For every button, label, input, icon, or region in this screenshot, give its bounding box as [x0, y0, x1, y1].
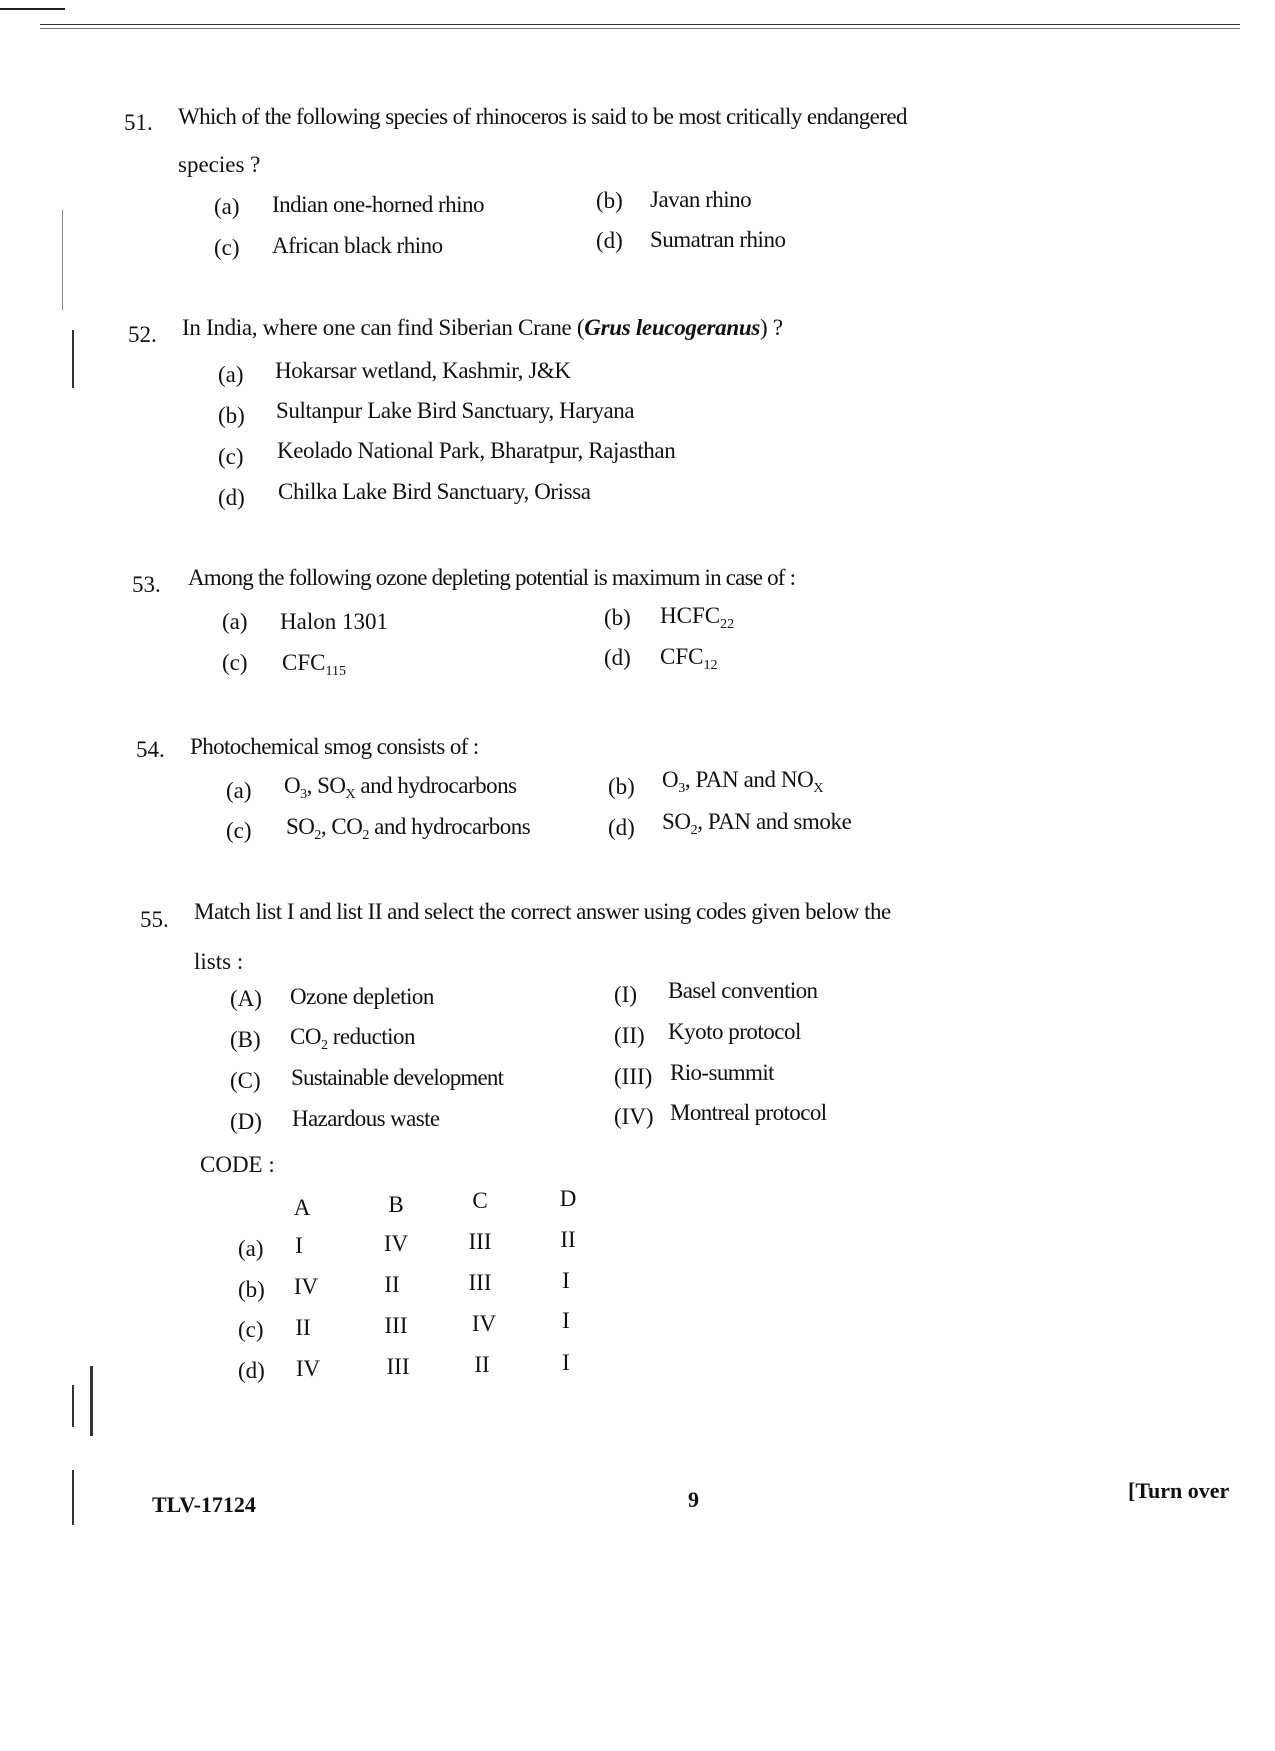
code-row-letter: (b)	[238, 1277, 265, 1302]
question-text: Photochemical smog consists of :	[190, 734, 479, 759]
question-text-cont: species ?	[178, 152, 261, 177]
option-text: Hokarsar wetland, Kashmir, J&K	[275, 358, 571, 383]
question-text: Match list I and list II and select the correct answer using codes given below the	[194, 899, 891, 924]
option-text: $HCFC_{22}$	[660, 603, 735, 632]
margin-mark	[72, 330, 74, 388]
margin-mark	[72, 1470, 74, 1525]
top-rule-short	[0, 8, 65, 10]
list1-item: Sustainable development	[291, 1065, 504, 1090]
option-letter: (d)	[218, 485, 245, 510]
question-text: Among the following ozone depleting potential is maximum in case of :	[188, 565, 796, 590]
list2-letter: (III)	[614, 1064, 653, 1089]
option-letter: (b)	[604, 605, 631, 630]
code-cell: IV	[293, 1274, 319, 1299]
list1-letter: (B)	[230, 1027, 261, 1052]
option-letter: (a)	[222, 609, 248, 634]
question-number: 51.	[124, 110, 153, 135]
list2-letter: (II)	[614, 1023, 645, 1048]
option-text: Sumatran rhino	[650, 227, 786, 252]
code-cell: IV	[471, 1311, 497, 1336]
list1-letter: (D)	[230, 1109, 262, 1134]
code-cell: III	[384, 1313, 408, 1338]
question-text-cont: lists :	[194, 949, 244, 974]
code-cell: IV	[383, 1231, 409, 1256]
code-cell: I	[295, 1233, 303, 1258]
question-number: 54.	[136, 737, 165, 762]
code-cell: I	[562, 1350, 570, 1375]
option-text: Indian one-horned rhino	[272, 192, 485, 217]
option-text: Keolado National Park, Bharatpur, Rajasthan	[277, 438, 676, 463]
code-cell: I	[562, 1268, 570, 1293]
question-number: 52.	[128, 322, 157, 347]
code-cell: II	[560, 1227, 576, 1252]
code-row-letter: (a)	[238, 1236, 264, 1261]
margin-mark	[62, 210, 63, 310]
option-text: $CFC_{12}$	[660, 644, 718, 673]
question-number: 55.	[140, 907, 169, 932]
option-text: Chilka Lake Bird Sanctuary, Orissa	[278, 479, 591, 504]
code-cell: IV	[295, 1356, 321, 1381]
margin-mark	[72, 1385, 74, 1427]
option-letter: (b)	[218, 403, 245, 428]
option-letter: (d)	[604, 645, 631, 670]
option-text: Sultanpur Lake Bird Sanctuary, Haryana	[276, 398, 635, 423]
margin-mark	[90, 1366, 93, 1436]
option-letter: (b)	[608, 774, 635, 799]
code-cell: II	[295, 1315, 311, 1340]
option-text: $O_3$, $SO_X$ and hydrocarbons	[284, 773, 517, 802]
code-header: B	[388, 1192, 404, 1217]
code-cell: III	[468, 1229, 492, 1254]
code-header: C	[472, 1188, 488, 1213]
paper-code: TLV-17124	[152, 1492, 256, 1517]
code-cell: II	[384, 1272, 400, 1297]
turn-over-note: [Turn over	[1128, 1478, 1230, 1503]
code-row-letter: (d)	[238, 1358, 265, 1383]
option-letter: (d)	[608, 815, 635, 840]
list2-item: Basel convention	[668, 978, 818, 1003]
question-text: In India, where one can find Siberian Crane (Grus leucogeranus) ?	[182, 315, 783, 340]
page-number: 9	[688, 1487, 699, 1512]
option-letter: (c)	[218, 444, 244, 469]
option-text: $O_3$, PAN and $NO_X$	[662, 767, 824, 796]
option-letter: (a)	[218, 362, 244, 387]
list1-item: Hazardous waste	[292, 1106, 440, 1131]
top-rule	[40, 24, 1240, 29]
option-text: $CFC_{115}$	[282, 650, 346, 679]
code-row-letter: (c)	[238, 1317, 264, 1342]
list1-item: $CO_2$ reduction	[290, 1024, 416, 1053]
list2-item: Rio-summit	[670, 1060, 774, 1085]
option-text: Javan rhino	[650, 187, 752, 212]
code-cell: I	[562, 1308, 570, 1333]
option-letter: (a)	[214, 194, 240, 219]
option-text: $SO_2$, PAN and smoke	[662, 809, 852, 838]
code-cell: III	[386, 1354, 410, 1379]
option-letter: (d)	[596, 228, 623, 253]
option-text: Halon 1301	[280, 609, 388, 634]
option-letter: (c)	[214, 235, 240, 260]
question-text: Which of the following species of rhinoceros is said to be most critically endangered	[178, 104, 907, 129]
list1-item: Ozone depletion	[290, 984, 434, 1009]
list2-item: Montreal protocol	[670, 1100, 827, 1125]
list2-letter: (IV)	[614, 1104, 654, 1129]
option-letter: (b)	[596, 188, 623, 213]
list2-letter: (I)	[614, 982, 637, 1007]
option-letter: (a)	[226, 778, 252, 803]
option-text: African black rhino	[272, 233, 443, 258]
code-label: CODE :	[200, 1152, 275, 1177]
code-header: A	[293, 1195, 311, 1220]
option-letter: (c)	[222, 650, 248, 675]
code-cell: II	[474, 1352, 490, 1377]
question-number: 53.	[132, 572, 161, 597]
list2-item: Kyoto protocol	[668, 1019, 801, 1044]
list1-letter: (C)	[230, 1068, 261, 1093]
list1-letter: (A)	[230, 986, 262, 1011]
code-header: D	[559, 1186, 577, 1211]
option-text: $SO_2$, $CO_2$ and hydrocarbons	[286, 814, 531, 843]
option-letter: (c)	[226, 818, 252, 843]
code-cell: III	[468, 1270, 492, 1295]
